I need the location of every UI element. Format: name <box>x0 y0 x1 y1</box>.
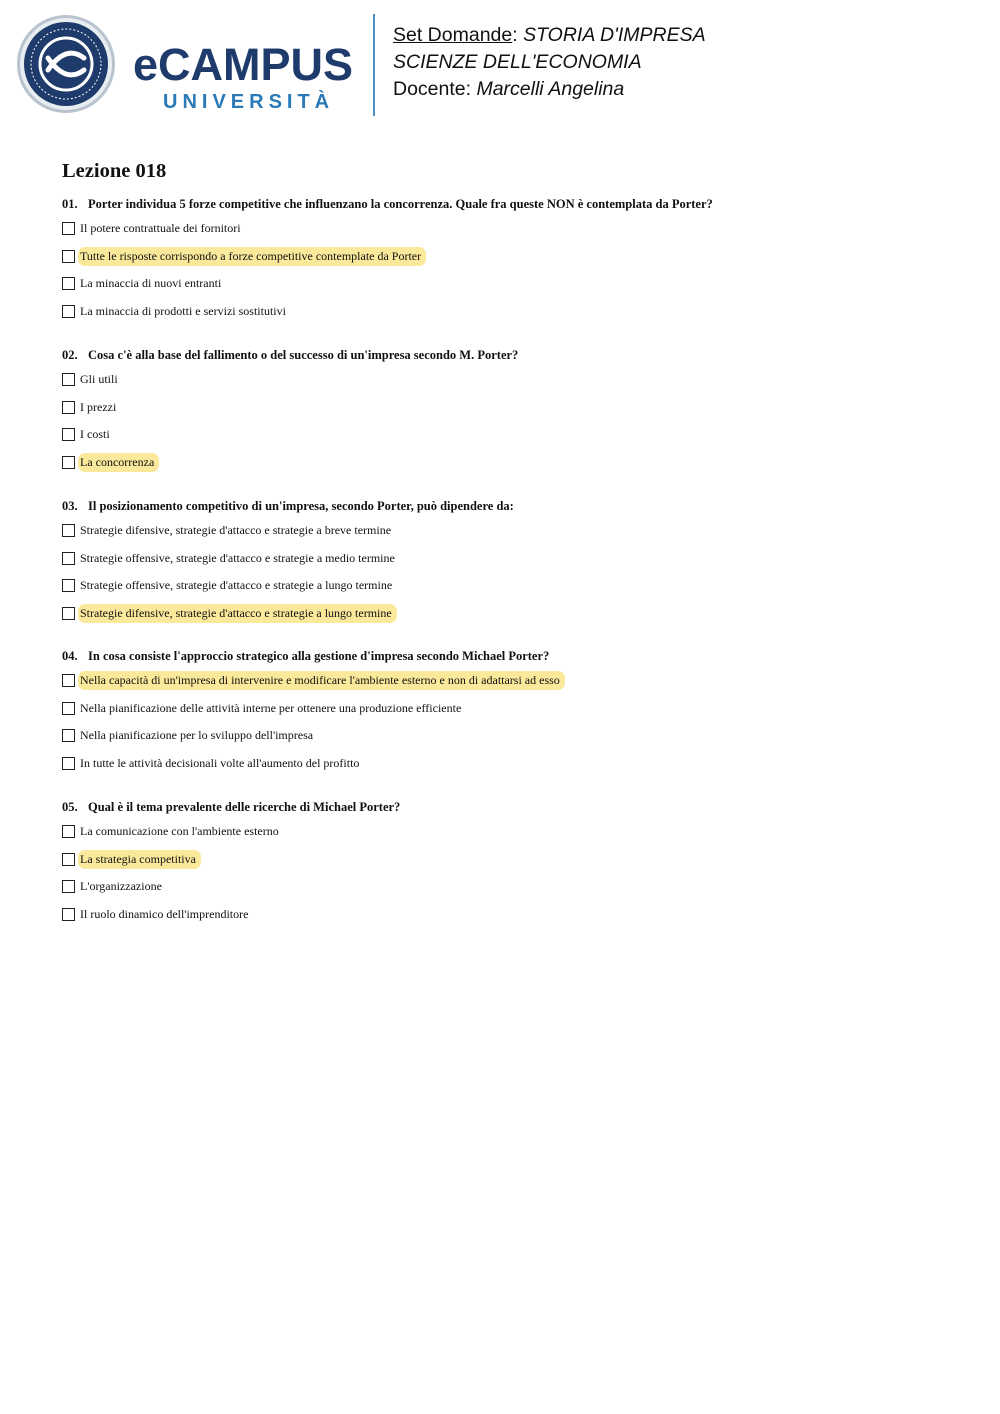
page-header <box>0 0 1000 130</box>
answer-option[interactable] <box>62 600 962 628</box>
answer-option[interactable] <box>62 667 962 695</box>
set-label: Set Domande <box>393 24 513 46</box>
checkbox[interactable] <box>62 524 75 537</box>
answer-option[interactable] <box>62 572 962 600</box>
answer-text: La comunicazione con l'ambiente esterno <box>80 824 279 839</box>
question-text <box>62 796 962 818</box>
lesson-title: Lezione 018 <box>62 160 167 182</box>
answer-option[interactable] <box>62 270 962 298</box>
answer-text: Strategie difensive, strategie d'attacco e strategie a lungo termine <box>78 604 397 623</box>
teacher-line <box>393 76 706 103</box>
answer-text: Nella pianificazione delle attività interne per ottenere una produzione efficiente <box>80 700 462 715</box>
answer-list <box>62 667 962 777</box>
answer-option[interactable] <box>62 394 962 422</box>
answer-text: L'organizzazione <box>80 879 162 894</box>
answer-text: Il potere contrattuale dei fornitori <box>80 221 241 236</box>
answer-text: La concorrenza <box>78 453 159 472</box>
answer-text: Tutte le risposte corrispondo a forze competitive contemplate da Porter <box>78 247 426 266</box>
checkbox[interactable] <box>62 908 75 921</box>
answer-text: Gli utili <box>80 372 118 387</box>
question-number: 04. <box>62 649 78 663</box>
checkbox[interactable] <box>62 250 75 263</box>
answer-list <box>62 818 962 928</box>
faculty-name: SCIENZE DELL'ECONOMIA <box>393 51 642 73</box>
question-label: Il posizionamento competitivo di un'impresa, secondo Porter, può dipendere da: <box>88 499 514 513</box>
question-05 <box>62 796 962 928</box>
question-number: 05. <box>62 800 78 814</box>
checkbox[interactable] <box>62 853 75 866</box>
checkbox[interactable] <box>62 757 75 770</box>
answer-option[interactable] <box>62 695 962 723</box>
answer-option[interactable] <box>62 298 962 326</box>
answer-option[interactable] <box>62 846 962 874</box>
answer-option[interactable] <box>62 545 962 573</box>
question-label: Qual è il tema prevalente delle ricerche di Michael Porter? <box>88 800 401 814</box>
question-label: Porter individua 5 forze competitive che influenzano la concorrenza. Quale fra queste NON è contemplata da Porter? <box>88 197 713 211</box>
question-text <box>62 495 962 517</box>
question-number: 03. <box>62 499 78 513</box>
checkbox[interactable] <box>62 880 75 893</box>
question-01 <box>62 193 962 325</box>
answer-text: I costi <box>80 427 110 442</box>
course-info <box>393 22 706 103</box>
question-label: Cosa c'è alla base del fallimento o del successo di un'impresa secondo M. Porter? <box>88 348 519 362</box>
answer-option[interactable] <box>62 449 962 477</box>
answer-option[interactable] <box>62 517 962 545</box>
answer-text: Nella pianificazione per lo sviluppo dell'impresa <box>80 728 314 743</box>
answer-list <box>62 517 962 627</box>
set-separator: : <box>512 24 524 46</box>
answer-text: Il ruolo dinamico dell'imprenditore <box>80 907 249 922</box>
course-name: STORIA D'IMPRESA <box>523 24 706 46</box>
question-label: In cosa consiste l'approccio strategico alla gestione d'impresa secondo Michael Porter? <box>88 649 550 663</box>
logo-brand: eCAMPUS <box>133 39 354 90</box>
answer-option[interactable] <box>62 873 962 901</box>
logo-subtitle: UNIVERSITÀ <box>163 91 335 113</box>
answer-text: In tutte le attività decisionali volte all'aumento del profitto <box>80 756 360 771</box>
teacher-name: Marcelli Angelina <box>476 78 625 100</box>
checkbox[interactable] <box>62 428 75 441</box>
answer-option[interactable] <box>62 722 962 750</box>
checkbox[interactable] <box>62 729 75 742</box>
answer-text: Strategie difensive, strategie d'attacco e strategie a breve termine <box>80 523 392 538</box>
answer-option[interactable] <box>62 243 962 271</box>
answer-text: La strategia competitiva <box>78 850 201 869</box>
answer-list <box>62 215 962 325</box>
checkbox[interactable] <box>62 222 75 235</box>
answer-option[interactable] <box>62 818 962 846</box>
checkbox[interactable] <box>62 674 75 687</box>
answer-text: La minaccia di prodotti e servizi sostitutivi <box>80 304 286 319</box>
checkbox[interactable] <box>62 579 75 592</box>
answer-option[interactable] <box>62 750 962 778</box>
answer-text: Strategie offensive, strategie d'attacco e strategie a lungo termine <box>80 578 393 593</box>
question-02 <box>62 344 962 476</box>
checkbox[interactable] <box>62 305 75 318</box>
question-number: 01. <box>62 197 78 211</box>
answer-option[interactable] <box>62 366 962 394</box>
checkbox[interactable] <box>62 702 75 715</box>
question-04 <box>62 645 962 777</box>
checkbox[interactable] <box>62 277 75 290</box>
checkbox[interactable] <box>62 401 75 414</box>
question-text <box>62 193 962 215</box>
ecampus-logo <box>133 39 354 114</box>
checkbox[interactable] <box>62 552 75 565</box>
checkbox[interactable] <box>62 373 75 386</box>
question-number: 02. <box>62 348 78 362</box>
checkbox[interactable] <box>62 825 75 838</box>
question-text <box>62 645 962 667</box>
answer-option[interactable] <box>62 215 962 243</box>
answer-text: I prezzi <box>80 399 117 414</box>
answer-text: La minaccia di nuovi entranti <box>80 276 222 291</box>
answer-text: Nella capacità di un'impresa di intervenire e modificare l'ambiente esterno e non di adattarsi ad esso <box>78 671 565 690</box>
teacher-label: Docente: <box>393 78 477 100</box>
course-line <box>393 22 706 49</box>
answer-option[interactable] <box>62 901 962 929</box>
checkbox[interactable] <box>62 607 75 620</box>
question-03 <box>62 495 962 627</box>
answer-option[interactable] <box>62 421 962 449</box>
answer-list <box>62 366 962 476</box>
checkbox[interactable] <box>62 456 75 469</box>
answer-text: Strategie offensive, strategie d'attacco e strategie a medio termine <box>80 550 395 565</box>
header-divider <box>373 14 375 116</box>
university-seal-icon <box>16 14 116 114</box>
question-text <box>62 344 962 366</box>
